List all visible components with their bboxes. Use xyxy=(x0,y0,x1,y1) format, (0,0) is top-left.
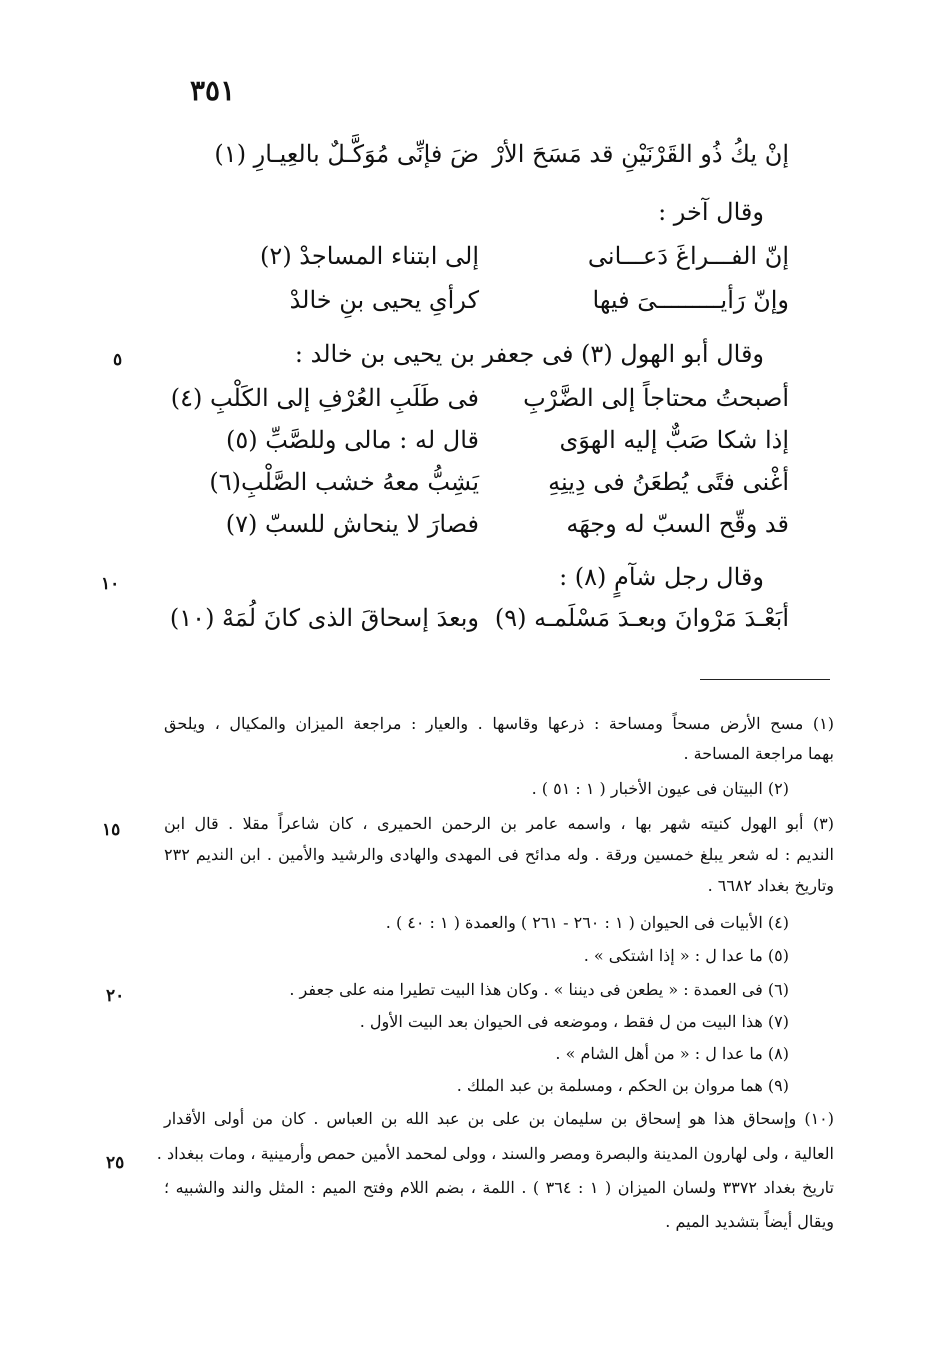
margin-line-number: ١٥ xyxy=(102,820,121,840)
footnote-line: (٨) ما عدا ل : « من أهل الشام » . xyxy=(555,1044,789,1063)
margin-line-number: ٢٥ xyxy=(106,1153,125,1173)
footnote-line: (٧) هذا البيت من ل فقط ، وموضعه فى الحيوان بعد البيت الأول . xyxy=(359,1012,789,1031)
verse-first-hemistich: إنّ الفـــراغَ دَعـــانى xyxy=(587,242,789,270)
verse-second-hemistich: كرأىِ يحيى بنِ خالدْ xyxy=(289,286,479,314)
footnote-line: (٣) أبو الهول كنيته شهر بها ، واسمه عامر بن الرحمن الحميرى ، كان شاعراً مقلا . قال ابن xyxy=(164,814,834,833)
verse-second-hemistich: قال له : مالى وللصَّبِّ (٥) xyxy=(226,426,479,454)
footnote-line: وتاريخ بغداد ٦٦٨٢ . xyxy=(707,876,834,895)
footnote-line: بهما مراجعة المساحة . xyxy=(683,744,834,763)
verse-line xyxy=(169,242,789,282)
verse-line xyxy=(169,510,789,550)
verse-first-hemistich: أبَعْـدَ مَرْوانَ وبعـدَ مَسْلَمـه (٩) xyxy=(494,604,789,632)
verse-first-hemistich: وإنّ رَأيـــــــــىَ فيها xyxy=(592,286,789,314)
page-number: ٣٥١ xyxy=(190,74,236,107)
verse-second-hemistich: ضَ فإنِّى مُوَكَّـلٌ بالعِيـارِ (١) xyxy=(214,140,479,168)
verse-first-hemistich: أغْنى فتًى يُطعَنُ فى دِينِهِ xyxy=(548,468,789,496)
verse-line xyxy=(169,140,789,180)
margin-line-number: ٥ xyxy=(113,350,123,370)
footnote-line: (٢) البيتان فى عيون الأخبار ( ١ : ٥١ ) . xyxy=(531,779,789,798)
verse-line xyxy=(169,604,789,644)
footnote-line: (١٠) وإسحاق هذا هو إسحاق بن سليمان بن على بن عبد الله بن العباس . كان من أولى الأقدار xyxy=(164,1109,834,1128)
footnote-line: ويقال أيضاً بتشديد الميم . xyxy=(665,1212,834,1231)
verse-introduction: وقال رجل شآمٍ (٨) : xyxy=(559,563,764,591)
verse-second-hemistich: وبعدَ إسحاقَ الذى كانَ لُمَهْ (١٠) xyxy=(169,604,479,632)
verse-first-hemistich: إنْ يكُ ذُو القَرْنَيْنِ قد مَسَحَ الأرْ xyxy=(492,140,789,168)
footnote-line: العالية ، ولى لهارون المدينة والبصرة ومصر والسند ، وولى لمحمد الأمين حمص وأرمينية ، ومات ببغداد . xyxy=(156,1144,834,1163)
verse-first-hemistich: إذا شكا صَبٌّ إليه الهوَى xyxy=(559,426,789,454)
verse-first-hemistich: قد وقّح السبّ له وجهَه xyxy=(566,510,789,538)
verse-line xyxy=(169,384,789,424)
footnote-line: النديم : له شعر يبلغ خمسين ورقة . وله مدائح فى المهدى والهادى والرشيد والأمين . ابن النديم ٢٣٢ xyxy=(164,845,834,864)
verse-line xyxy=(169,426,789,466)
footnote-separator xyxy=(700,679,830,680)
verse-second-hemistich: فصارَ لا ينحاش للسبّ (٧) xyxy=(225,510,479,538)
footnote-line: (٥) ما عدا ل : « إذا اشتكى » . xyxy=(583,946,789,965)
footnote-line: (٩) هما مروان بن الحكم ، ومسلمة بن عبد الملك . xyxy=(456,1076,789,1095)
footnote-line: (١) مسح الأرض مسحاً ومساحة : ذرعها وقاسها . والعيار : مراجعة الميزان والمكيال ، ويلحق xyxy=(164,714,834,733)
verse-second-hemistich: فى طَلَبِ العُرْفِ إلى الكَلْبِ (٤) xyxy=(170,384,479,412)
footnote-line: (٦) فى العمدة : « يطعن فى ديننا » . وكان هذا البيت تطيرا منه على جعفر . xyxy=(289,980,789,999)
verse-introduction: وقال آخر : xyxy=(658,198,764,226)
verse-line xyxy=(169,286,789,326)
margin-line-number: ١٠ xyxy=(101,574,120,594)
footnote-line: (٤) الأبيات فى الحيوان ( ١ : ٢٦٠ - ٢٦١ ) والعمدة ( ١ : ٤٠ ) . xyxy=(385,913,789,932)
verse-first-hemistich: أصبحتُ محتاجاً إلى الضَّرْبِ xyxy=(523,384,789,412)
verse-introduction: وقال أبو الهول (٣) فى جعفر بن يحيى بن خالد : xyxy=(294,340,764,368)
verse-second-hemistich: يَشِبُّ معهُ خشب الصَّلْبِ(٦) xyxy=(209,468,479,496)
margin-line-number: ٢٠ xyxy=(106,986,125,1006)
verse-second-hemistich: إلى ابتناء المساجدْ (٢) xyxy=(260,242,479,270)
verse-line xyxy=(169,468,789,508)
footnote-line: تاريخ بغداد ٣٣٧٢ ولسان الميزان ( ١ : ٣٦٤ ) . اللمة ، بضم اللام وفتح الميم : المثل والند والشبيه ؛ xyxy=(164,1178,835,1197)
